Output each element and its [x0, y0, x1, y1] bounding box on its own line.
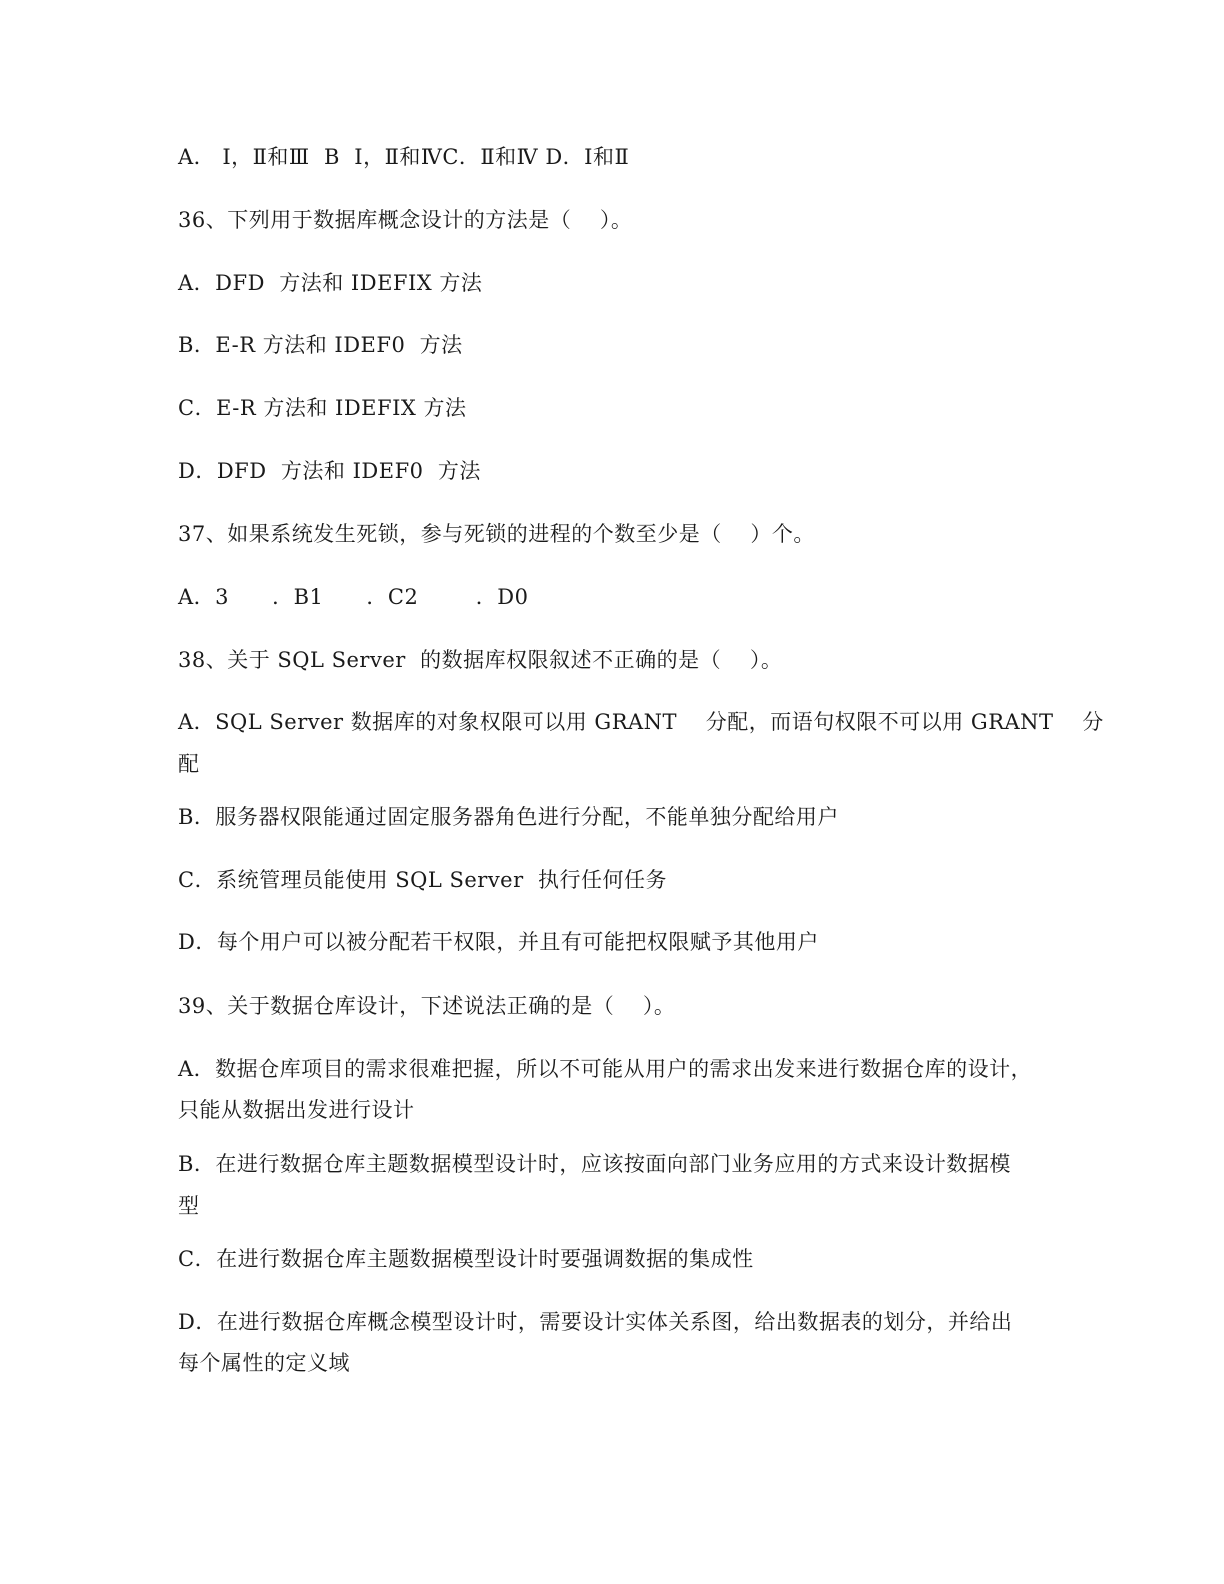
q39-option-c: C．在进行数据仓库主题数据模型设计时要强调数据的集成性: [178, 1247, 754, 1271]
q38-option-c: C．系统管理员能使用 SQL Server 执行任何任务: [178, 868, 667, 892]
q37-options: A．3 ．B1 ．C2 ．D0: [178, 585, 529, 609]
q38-question: 38、关于 SQL Server 的数据库权限叙述不正确的是（ ）。: [178, 648, 783, 672]
q35-options: A． Ⅰ，Ⅱ和Ⅲ B Ⅰ，Ⅱ和ⅣC．Ⅱ和Ⅳ D．Ⅰ和Ⅱ: [178, 145, 630, 169]
q39-option-b-line1: B．在进行数据仓库主题数据模型设计时，应该按面向部门业务应用的方式来设计数据模: [178, 1152, 1011, 1176]
q38-option-a-line1: A．SQL Server 数据库的对象权限可以用 GRANT 分配，而语句权限不可以用 GRANT 分: [178, 710, 1104, 734]
q38-option-d: D．每个用户可以被分配若干权限，并且有可能把权限赋予其他用户: [178, 930, 819, 954]
q36-option-b: B．E-R 方法和 IDEF0 方法: [178, 333, 463, 357]
q39-option-d-line2: 每个属性的定义域: [178, 1351, 350, 1375]
q38-option-b: B．服务器权限能通过固定服务器角色进行分配，不能单独分配给用户: [178, 805, 839, 829]
q36-question: 36、下列用于数据库概念设计的方法是（ ）。: [178, 208, 633, 232]
document-page: [178, 0, 1104, 1584]
q36-option-c: C．E-R 方法和 IDEFIX 方法: [178, 396, 467, 420]
q38-option-a-line2: 配: [178, 752, 200, 776]
q36-option-a: A．DFD 方法和 IDEFIX 方法: [178, 271, 483, 295]
q39-option-a-line2: 只能从数据出发进行设计: [178, 1098, 415, 1122]
q39-option-b-line2: 型: [178, 1194, 200, 1218]
q39-question: 39、关于数据仓库设计，下述说法正确的是（ ）。: [178, 994, 676, 1018]
q39-option-d-line1: D．在进行数据仓库概念模型设计时，需要设计实体关系图，给出数据表的划分，并给出: [178, 1310, 1013, 1334]
q37-question: 37、如果系统发生死锁，参与死锁的进程的个数至少是（ ）个。: [178, 522, 815, 546]
q39-option-a-line1: A．数据仓库项目的需求很难把握，所以不可能从用户的需求出发来进行数据仓库的设计，: [178, 1057, 1033, 1081]
q36-option-d: D．DFD 方法和 IDEF0 方法: [178, 459, 481, 483]
